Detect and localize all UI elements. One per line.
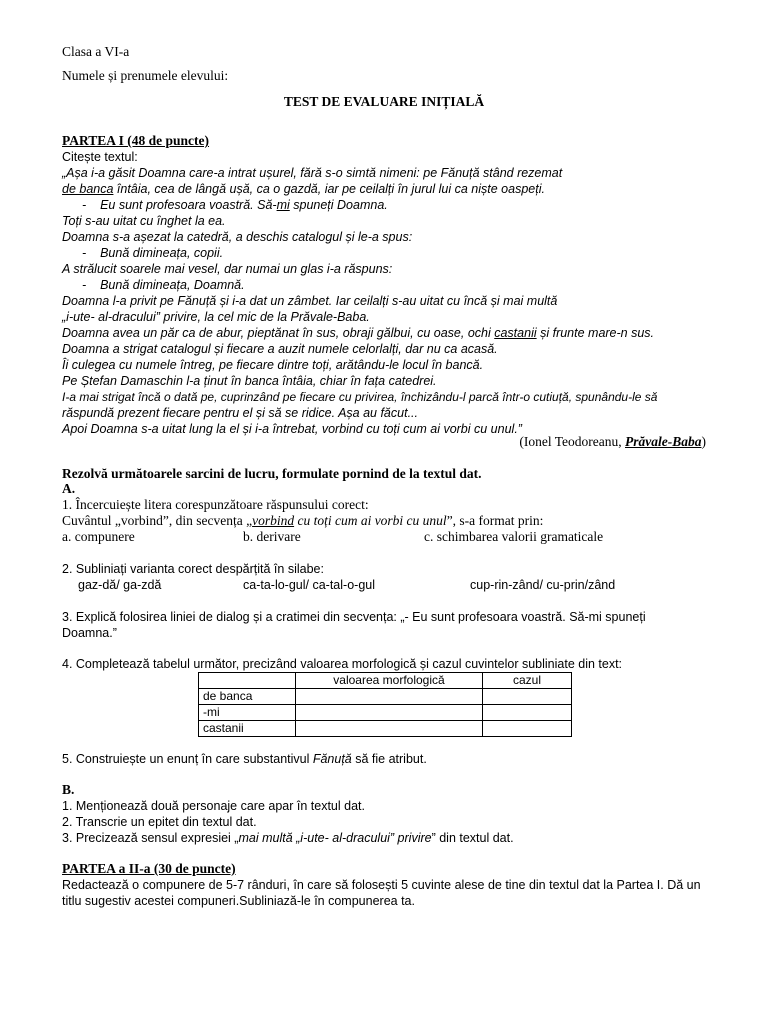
part2-line-1: Redactează o compunere de 5-7 rânduri, în care să folosești 5 cuvinte alese de tine din textul dat la Partea I. Dă un — [62, 878, 701, 892]
table-header-row — [199, 673, 572, 689]
q2-option-2: ca-ta-lo-gul/ ca-tal-o-gul — [243, 578, 375, 592]
question-2: 2. Subliniați varianta corect despărțită în silabe: — [62, 562, 324, 576]
text-source: (Ionel Teodoreanu, Prăvale-Baba) — [519, 434, 706, 449]
question-b3: 3. Precizează sensul expresiei „mai multă „i-ute- al-dracului” privire” din textul dat. — [62, 831, 514, 845]
student-name-line: Numele și prenumele elevului: — [62, 68, 229, 83]
dialog-dash: - — [82, 278, 87, 292]
text-line-13: Îi culegea cu numele întreg, pe fiecare dintre toți, arătându-le locul în bancă. — [62, 358, 484, 372]
text-line-9: Doamna l-a privit pe Fănuță și i-a dat un zâmbet. Iar ceilalți s-au uitat cu încă și mai multă — [62, 294, 558, 308]
text-line-14: Pe Ștefan Damaschin l-a ținut în banca întâia, chiar în fața catedrei. — [62, 374, 437, 388]
test-title: TEST DE EVALUARE INIȚIALĂ — [283, 94, 485, 109]
underlined-mi: mi — [276, 198, 290, 212]
text-line-17: Apoi Doamna s-a uitat lung la el și i-a întrebat, vorbind cu toți cum ai vorbi cu unul.” — [62, 422, 522, 436]
answer-cell[interactable] — [296, 721, 483, 737]
question-b1: 1. Menționează două personaje care apar în textul dat. — [62, 799, 365, 813]
text-line-10: „i-ute- al-dracului” privire, la cel mic de la Prăvale-Baba. — [62, 310, 370, 324]
table-header-cell: cazul — [483, 673, 572, 689]
question-3-line-1: 3. Explică folosirea liniei de dialog și a cratimei din secvența: „- Eu sunt profesoara voastră. Să-mi spuneți — [62, 610, 646, 624]
question-1: 1. Încercuiește litera corespunzătoare răspunsului corect: — [62, 497, 369, 512]
table-row — [199, 721, 572, 737]
table-header-cell — [199, 673, 296, 689]
part1-heading: PARTEA I (48 de puncte) — [62, 133, 210, 148]
text-line-12: Doamna a strigat catalogul și fiecare a auzit numele celorlalți, dar nu ca acasă. — [62, 342, 498, 356]
text-line-7: A strălucit soarele mai vesel, dar numai un glas i-a răspuns: — [62, 262, 393, 276]
read-instruction: Citește textul: — [62, 150, 138, 164]
text-line-4: Toți s-au uitat cu înghet la ea. — [62, 214, 226, 228]
table-row-label: castanii — [199, 721, 296, 737]
q1-option-c: c. schimbarea valorii gramaticale — [424, 529, 604, 544]
dialog-dash: - — [82, 198, 87, 212]
q1-option-a: a. compunere — [62, 529, 135, 544]
underlined-castanii: castanii — [494, 326, 537, 340]
text-line-5: Doamna s-a așezat la catedră, a deschis catalogul și le-a spus: — [62, 230, 413, 244]
table-row — [199, 689, 572, 705]
table-header-cell: valoarea morfologică — [296, 673, 483, 689]
text-line-3: - Eu sunt profesoara voastră. Să-mi spuneți Doamna. — [82, 198, 388, 212]
section-b-label: B. — [62, 782, 75, 797]
text-line-11: Doamna avea un păr ca de abur, pieptănat în sus, obraji gălbui, cu oase, ochi castanii și frunte mare-n sus. — [62, 326, 655, 340]
answer-table — [198, 672, 572, 737]
question-b2: 2. Transcrie un epitet din textul dat. — [62, 815, 257, 829]
tasks-heading: Rezolvă următoarele sarcini de lucru, formulate pornind de la textul dat. — [62, 466, 482, 481]
question-4: 4. Completează tabelul următor, precizând valoarea morfologică și cazul cuvintelor subliniate din text: — [62, 657, 623, 671]
source-title: Prăvale-Baba — [625, 434, 702, 449]
answer-cell[interactable] — [296, 705, 483, 721]
table-row-label: -mi — [199, 705, 296, 721]
text-line-1: „Așa i-a găsit Doamna care-a intrat ușurel, fără s-o simtă nimeni: pe Fănuță stând rezemat — [62, 166, 563, 180]
underlined-de-banca: de banca — [62, 182, 114, 196]
part2-heading: PARTEA a II-a (30 de puncte) — [62, 861, 236, 876]
text-line-2: de banca întâia, cea de lângă ușă, ca o gazdă, iar pe ceilalți în jurul lui ca niște oaspeți. — [62, 182, 545, 196]
table-row — [199, 705, 572, 721]
table-row-label: de banca — [199, 689, 296, 705]
answer-cell[interactable] — [483, 721, 572, 737]
text-line-6: - Bună dimineața, copii. — [82, 246, 224, 260]
question-1-stem: Cuvântul „vorbind”, din secvența „vorbind cu toți cum ai vorbi cu unul”, s-a format prin: — [62, 513, 544, 528]
q2-option-1: gaz-dă/ ga-zdă — [78, 578, 162, 592]
answer-cell[interactable] — [483, 705, 572, 721]
part2-line-2: titlu sugestiv acestei compuneri.Subliniază-le în compunerea ta. — [62, 894, 415, 908]
section-a-label: A. — [62, 481, 76, 496]
q2-option-3: cup-rin-zând/ cu-prin/zând — [470, 578, 616, 592]
dialog-dash: - — [82, 246, 87, 260]
answer-cell[interactable] — [483, 689, 572, 705]
q1-option-b: b. derivare — [243, 529, 301, 544]
answer-cell[interactable] — [296, 689, 483, 705]
text-line-15: I-a mai strigat încă o dată pe, cuprinzând pe fiecare cu privirea, închizându-l parcă într-o cutiuță, spunându-le să — [62, 390, 658, 404]
text-line-16: răspundă prezent fiecare pentru el și să se ridice. Așa au făcut... — [62, 406, 418, 420]
class-line: Clasa a VI-a — [62, 44, 130, 59]
text-line-8: - Bună dimineața, Doamnă. — [82, 278, 245, 292]
question-5: 5. Construiește un enunț în care substantivul Fănuță să fie atribut. — [62, 752, 427, 766]
question-3-line-2: Doamna.” — [62, 626, 117, 640]
